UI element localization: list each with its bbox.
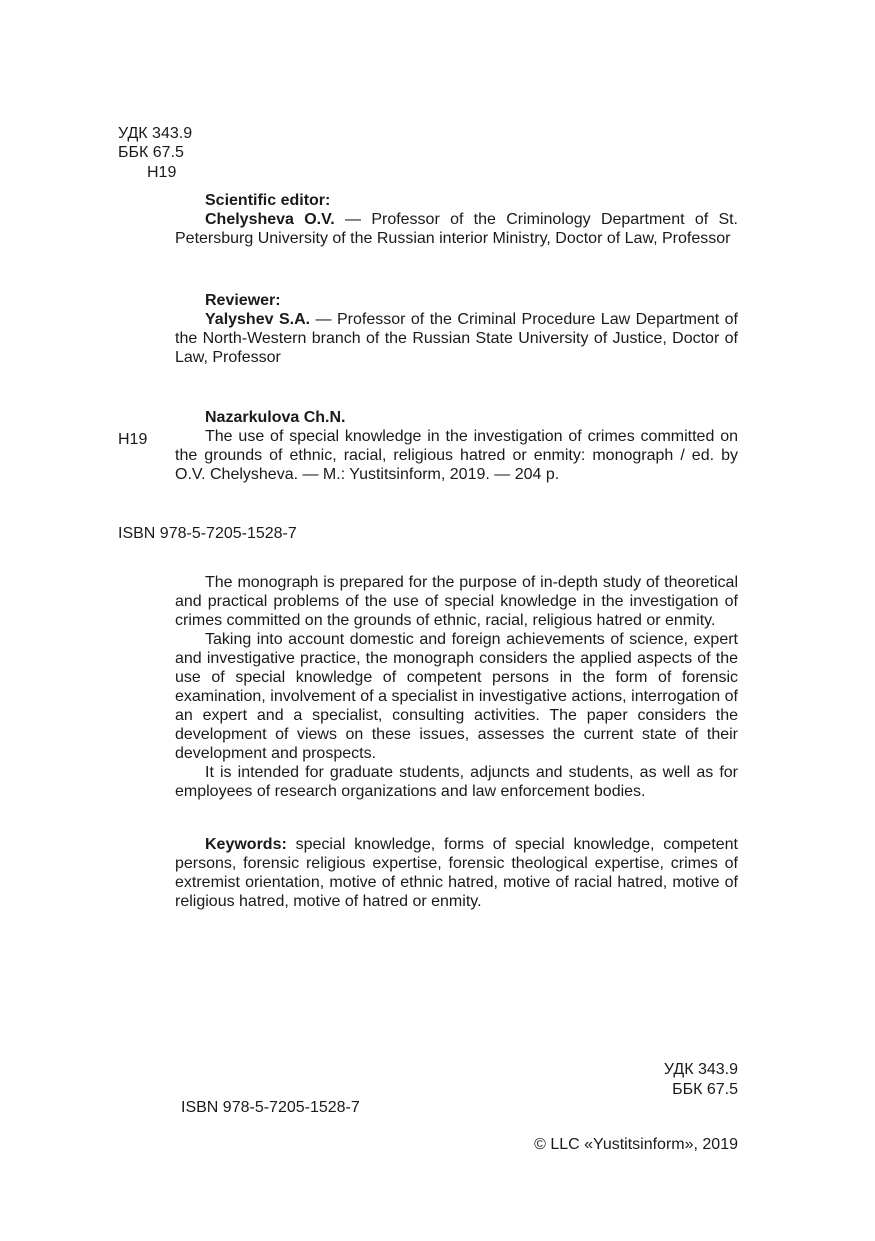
- isbn-top: ISBN 978-5-7205-1528-7: [118, 525, 297, 542]
- abstract-paragraph-3: It is intended for graduate students, adjuncts and students, as well as for employees of research organizations and law enforcement bodies.: [175, 764, 738, 800]
- abstract-block: [175, 573, 738, 801]
- citation-block: [175, 408, 738, 484]
- editor-description: — Professor of the Criminology Department of St. Petersburg University of the Russian interior Ministry, Doctor of Law, Professor: [175, 211, 739, 247]
- bbk-code: ББК 67.5: [118, 144, 184, 161]
- citation-text: The use of special knowledge in the investigation of crimes committed on the grounds of ethnic, racial, religious hatred or enmity: monograph / ed. by O.V. Chelysheva. — M.: Yustitsinform, 2019. — 204 p.: [175, 428, 738, 483]
- editor-heading: Scientific editor:: [205, 192, 331, 209]
- reviewer-block: [175, 291, 738, 367]
- abstract-paragraph-2: Taking into account domestic and foreign achievements of science, expert and investigative practice, the monograph considers the applied aspects of the use of special knowledge of competent persons in the form of forensic examination, involvement of a specialist in investigative actions, interrogation of an expert and a specialist, consulting activities. The paper considers the development of views on these issues, assesses the current state of their development and prospects.: [175, 631, 738, 762]
- reviewer-description: — Professor of the Criminal Procedure Law Department of the North-Western branch of the Russian State University of Justice, Doctor of Law, Professor: [175, 311, 739, 366]
- editor-name: Chelysheva O.V.: [205, 211, 335, 228]
- footer-isbn: ISBN 978-5-7205-1528-7: [181, 1099, 360, 1116]
- keywords-block: [175, 835, 738, 911]
- citation-author: Nazarkulova Ch.N.: [205, 409, 346, 426]
- keywords-text: special knowledge, forms of special knowledge, competent persons, forensic religious expertise, forensic theological expertise, crimes of extremist orientation, motive of ethnic hatred, motive of racial hatred, motive of religious hatred, motive of hatred or enmity.: [175, 836, 738, 910]
- copyright: © LLC «Yustitsinform», 2019: [534, 1136, 738, 1153]
- citation-author-mark: Н19: [118, 431, 148, 448]
- udk-code: УДК 343.9: [118, 125, 193, 142]
- footer-bbk: ББК 67.5: [672, 1081, 738, 1098]
- footer-udk: УДК 343.9: [663, 1061, 738, 1078]
- author-mark: Н19: [147, 164, 177, 181]
- scientific-editor-block: [175, 191, 738, 248]
- abstract-paragraph-1: The monograph is prepared for the purpose of in-depth study of theoretical and practical problems of the use of special knowledge in the investigation of crimes committed on the grounds of ethnic, racial, religious hatred or enmity.: [175, 574, 738, 629]
- keywords-label: Keywords:: [205, 836, 287, 853]
- reviewer-name: Yalyshev S.A.: [205, 311, 311, 328]
- reviewer-heading: Reviewer:: [205, 292, 281, 309]
